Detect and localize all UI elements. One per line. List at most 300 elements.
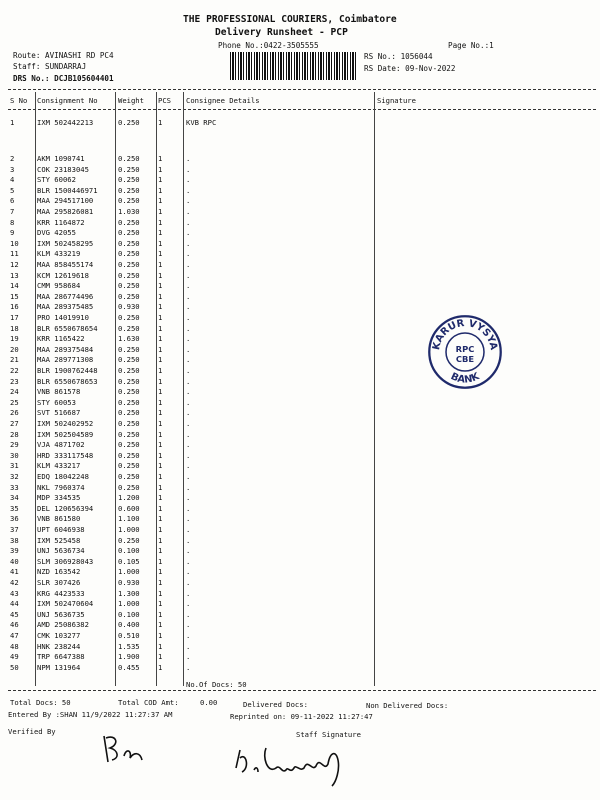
row-details: . <box>186 355 191 365</box>
row-consignment: IXM 525458 <box>37 535 81 545</box>
row-sno: 34 <box>10 493 19 503</box>
row-consignment: MAA 294517100 <box>37 196 94 206</box>
row-consignment: TRP 6647388 <box>37 652 85 662</box>
row-sno: 49 <box>10 652 19 662</box>
row-details: . <box>186 472 191 481</box>
page-number: Page No.:1 <box>448 41 494 50</box>
row-pcs: 1 <box>158 472 163 481</box>
row-consignment: BLR 6550678654 <box>37 323 98 333</box>
row-details: . <box>186 482 191 492</box>
row-details: . <box>186 175 191 185</box>
row-pcs: 1 <box>158 599 163 609</box>
document-title: Delivery Runsheet - PCP <box>215 27 348 38</box>
row-pcs: 1 <box>158 260 163 269</box>
row-details: . <box>186 514 191 524</box>
row-sno: 22 <box>10 366 19 375</box>
row-sno: 15 <box>10 291 19 301</box>
table-row <box>0 620 600 629</box>
row-details: . <box>186 556 191 566</box>
row-pcs: 1 <box>158 344 163 354</box>
row-weight: 0.400 <box>118 620 140 630</box>
row-sno: 8 <box>10 217 15 227</box>
row-pcs: 1 <box>158 503 163 513</box>
row-sno: 28 <box>10 429 19 439</box>
header-top-rule <box>8 89 596 90</box>
row-sno: 18 <box>10 323 19 333</box>
row-weight: 0.250 <box>118 164 140 174</box>
row-consignment: UPT 6046938 <box>37 525 85 534</box>
row-consignment: DEL 120656394 <box>37 503 94 513</box>
row-weight: 0.250 <box>118 291 140 301</box>
row-weight: 1.000 <box>118 525 140 534</box>
row-pcs: 1 <box>158 493 163 503</box>
row-sno: 9 <box>10 228 15 238</box>
row-pcs: 1 <box>158 556 163 566</box>
row-consignment: EDQ 18042248 <box>37 472 89 481</box>
total-cod-label: Total COD Amt: <box>118 698 179 707</box>
row-weight: 0.250 <box>118 196 140 206</box>
row-consignment: NKL 7960374 <box>37 482 85 492</box>
row-pcs: 1 <box>158 313 163 322</box>
row-sno: 41 <box>10 567 19 577</box>
row-details: . <box>186 429 191 439</box>
row-weight: 1.000 <box>118 599 140 609</box>
row-pcs: 1 <box>158 652 163 662</box>
row-sno: 43 <box>10 588 19 598</box>
row-details: . <box>186 228 191 238</box>
row-pcs: 1 <box>158 366 163 375</box>
row-consignment: KLM 433219 <box>37 249 81 259</box>
row-pcs: 1 <box>158 281 163 291</box>
row-consignment: KRR 1165422 <box>37 334 85 344</box>
row-pcs: 1 <box>158 185 163 195</box>
row-details: . <box>186 207 191 216</box>
row-pcs: 1 <box>158 461 163 471</box>
row-consignment: AMD 25086382 <box>37 620 89 630</box>
table-row <box>0 483 600 492</box>
row-weight: 0.250 <box>118 323 140 333</box>
row-details: . <box>186 185 191 195</box>
row-consignment: SLM 306928043 <box>37 556 94 566</box>
row-details: . <box>186 387 191 397</box>
row-sno: 46 <box>10 620 19 630</box>
row-weight: 0.250 <box>118 450 140 460</box>
row-sno: 13 <box>10 270 19 280</box>
column-header-details: Consignee Details <box>186 96 260 105</box>
row-pcs: 1 <box>158 164 163 174</box>
row-consignment: IXM 502470604 <box>37 599 94 609</box>
row-pcs: 1 <box>158 249 163 259</box>
total-docs: Total Docs: 50 <box>10 698 71 707</box>
column-header-sno: S No <box>10 96 28 105</box>
row-details: . <box>186 493 191 503</box>
row-consignment: MAA 286774496 <box>37 291 94 301</box>
row-weight: 0.250 <box>118 175 140 185</box>
row-consignment: IXM 502442213 <box>37 118 94 127</box>
row-sno: 45 <box>10 609 19 619</box>
row-sno: 24 <box>10 387 19 397</box>
table-row <box>0 408 600 417</box>
row-weight: 1.100 <box>118 514 140 524</box>
row-consignment: VNB 861580 <box>37 514 81 524</box>
row-consignment: SLR 307426 <box>37 578 81 587</box>
table-row <box>0 546 600 555</box>
table-row <box>0 292 600 301</box>
row-weight: 0.250 <box>118 313 140 322</box>
table-row <box>0 663 600 672</box>
rs-number: RS No.: 1056044 <box>364 52 433 61</box>
row-weight: 0.250 <box>118 118 140 127</box>
row-pcs: 1 <box>158 419 163 428</box>
row-pcs: 1 <box>158 408 163 418</box>
row-sno: 44 <box>10 599 19 609</box>
row-consignment: VJA 4871702 <box>37 440 85 450</box>
row-details: . <box>186 270 191 280</box>
svg-text:CBE: CBE <box>455 353 475 364</box>
row-consignment: IXM 502504589 <box>37 429 94 439</box>
row-weight: 0.250 <box>118 535 140 545</box>
table-row <box>0 578 600 587</box>
row-consignment: STY 60053 <box>37 397 76 407</box>
row-weight: 0.930 <box>118 302 140 312</box>
route-label: Route: AVINASHI RD PC4 <box>13 51 114 60</box>
row-pcs: 1 <box>158 118 163 127</box>
verifier-signature <box>98 732 148 772</box>
row-details: . <box>186 334 191 344</box>
row-pcs: 1 <box>158 662 163 672</box>
table-row <box>0 249 600 258</box>
row-pcs: 1 <box>158 397 163 407</box>
table-row <box>0 207 600 216</box>
row-consignment: COK 23183045 <box>37 164 89 174</box>
row-pcs: 1 <box>158 387 163 397</box>
row-consignment: NPM 131964 <box>37 662 81 672</box>
table-row <box>0 398 600 407</box>
delivered-docs: Delivered Docs: <box>243 700 308 709</box>
row-details: . <box>186 588 191 598</box>
row-consignment: UNJ 5636734 <box>37 546 85 556</box>
row-consignment: SVT 516687 <box>37 408 81 418</box>
row-details: . <box>186 525 191 534</box>
row-pcs: 1 <box>158 217 163 227</box>
table-row <box>0 345 600 354</box>
table-row <box>0 175 600 184</box>
row-weight: 1.630 <box>118 334 140 344</box>
row-consignment: NZD 163542 <box>37 567 81 577</box>
row-consignment: CMK 103277 <box>37 631 81 640</box>
row-consignment: PRO 14019910 <box>37 313 89 322</box>
row-details: . <box>186 461 191 471</box>
row-sno: 20 <box>10 344 19 354</box>
table-row <box>0 631 600 640</box>
row-pcs: 1 <box>158 302 163 312</box>
row-weight: 0.100 <box>118 546 140 556</box>
row-pcs: 1 <box>158 641 163 651</box>
row-weight: 0.250 <box>118 408 140 418</box>
row-sno: 40 <box>10 556 19 566</box>
row-details: . <box>186 408 191 418</box>
table-row <box>0 525 600 534</box>
row-details: . <box>186 238 191 248</box>
row-consignment: MAA 295826081 <box>37 207 94 216</box>
header-bottom-rule <box>8 109 596 110</box>
row-pcs: 1 <box>158 567 163 577</box>
row-consignment: IXM 502458295 <box>37 238 94 248</box>
row-pcs: 1 <box>158 429 163 439</box>
row-sno: 30 <box>10 450 19 460</box>
row-consignment: HRD 333117548 <box>37 450 94 460</box>
row-details: . <box>186 154 191 163</box>
row-weight: 0.250 <box>118 154 140 163</box>
row-consignment: AKM 1090741 <box>37 154 85 163</box>
row-weight: 1.000 <box>118 567 140 577</box>
row-pcs: 1 <box>158 535 163 545</box>
row-pcs: 1 <box>158 609 163 619</box>
row-weight: 0.510 <box>118 631 140 640</box>
row-pcs: 1 <box>158 376 163 386</box>
row-pcs: 1 <box>158 355 163 365</box>
row-sno: 35 <box>10 503 19 513</box>
row-details: . <box>186 217 191 227</box>
row-weight: 0.250 <box>118 228 140 238</box>
table-row <box>0 324 600 333</box>
row-weight: 0.250 <box>118 281 140 291</box>
row-pcs: 1 <box>158 323 163 333</box>
table-row <box>0 567 600 576</box>
row-details: . <box>186 164 191 174</box>
row-consignment: MAA 289771308 <box>37 355 94 365</box>
row-details: . <box>186 302 191 312</box>
row-pcs: 1 <box>158 238 163 248</box>
row-weight: 1.030 <box>118 207 140 216</box>
row-pcs: 1 <box>158 620 163 630</box>
verified-by-label: Verified By <box>8 727 56 736</box>
row-pcs: 1 <box>158 154 163 163</box>
table-row <box>0 472 600 481</box>
row-pcs: 1 <box>158 588 163 598</box>
row-weight: 0.250 <box>118 238 140 248</box>
table-row <box>0 260 600 269</box>
row-details: . <box>186 313 191 322</box>
row-details: . <box>186 196 191 206</box>
row-sno: 14 <box>10 281 19 291</box>
row-weight: 1.300 <box>118 588 140 598</box>
row-sno: 32 <box>10 472 19 481</box>
row-sno: 10 <box>10 238 19 248</box>
table-row <box>0 514 600 523</box>
table-bottom-rule <box>8 690 596 691</box>
table-row <box>0 302 600 311</box>
row-consignment: HNK 238244 <box>37 641 81 651</box>
row-details: . <box>186 662 191 672</box>
row-weight: 0.100 <box>118 609 140 619</box>
table-row <box>0 461 600 470</box>
row-details: . <box>186 376 191 386</box>
row-weight: 0.250 <box>118 366 140 375</box>
row-details: . <box>186 260 191 269</box>
row-consignment: MAA 289375485 <box>37 302 94 312</box>
row-weight: 0.250 <box>118 472 140 481</box>
row-sno: 4 <box>10 175 15 185</box>
row-consignment: MAA 289375484 <box>37 344 94 354</box>
table-row <box>0 118 600 127</box>
row-weight: 0.250 <box>118 217 140 227</box>
row-weight: 0.930 <box>118 578 140 587</box>
row-sno: 25 <box>10 397 19 407</box>
row-sno: 48 <box>10 641 19 651</box>
table-row <box>0 557 600 566</box>
table-row <box>0 419 600 428</box>
row-weight: 0.250 <box>118 461 140 471</box>
row-sno: 1 <box>10 118 15 127</box>
table-row <box>0 218 600 227</box>
row-weight: 0.250 <box>118 419 140 428</box>
row-sno: 11 <box>10 249 19 259</box>
row-sno: 37 <box>10 525 19 534</box>
table-row <box>0 186 600 195</box>
row-details: . <box>186 440 191 450</box>
row-details: . <box>186 281 191 291</box>
row-consignment: VNB 861578 <box>37 387 81 397</box>
column-header-weight: Weight <box>118 96 144 105</box>
row-pcs: 1 <box>158 334 163 344</box>
row-pcs: 1 <box>158 228 163 238</box>
no-of-docs: No.Of Docs: 50 <box>186 680 247 689</box>
reprinted-on: Reprinted on: 09-11-2022 11:27:47 <box>230 712 373 721</box>
row-sno: 7 <box>10 207 15 216</box>
row-sno: 2 <box>10 154 15 163</box>
row-weight: 0.250 <box>118 429 140 439</box>
row-consignment: BLR 6550678653 <box>37 376 98 386</box>
row-sno: 36 <box>10 514 19 524</box>
row-weight: 0.250 <box>118 376 140 386</box>
table-row <box>0 154 600 163</box>
column-header-consignment: Consignment No <box>37 96 98 105</box>
entered-by: Entered By :SHAN 11/9/2022 11:27:37 AM <box>8 710 173 719</box>
company-name: THE PROFESSIONAL COURIERS, Coimbatore <box>183 14 397 25</box>
row-sno: 47 <box>10 631 19 640</box>
row-pcs: 1 <box>158 207 163 216</box>
table-row <box>0 440 600 449</box>
row-sno: 12 <box>10 260 19 269</box>
row-sno: 29 <box>10 440 19 450</box>
row-consignment: KRG 4423533 <box>37 588 85 598</box>
row-pcs: 1 <box>158 631 163 640</box>
table-row <box>0 377 600 386</box>
row-details: . <box>186 546 191 556</box>
table-row <box>0 430 600 439</box>
row-pcs: 1 <box>158 270 163 280</box>
row-sno: 26 <box>10 408 19 418</box>
row-consignment: MDP 334535 <box>37 493 81 503</box>
row-weight: 1.535 <box>118 641 140 651</box>
row-details: . <box>186 291 191 301</box>
svg-text:BANK: BANK <box>448 371 482 386</box>
row-sno: 27 <box>10 419 19 428</box>
row-details: . <box>186 599 191 609</box>
table-row <box>0 642 600 651</box>
row-sno: 39 <box>10 546 19 556</box>
row-weight: 0.250 <box>118 482 140 492</box>
row-details: . <box>186 609 191 619</box>
row-weight: 0.455 <box>118 662 140 672</box>
row-pcs: 1 <box>158 546 163 556</box>
table-row <box>0 228 600 237</box>
column-header-signature: Signature <box>377 96 416 105</box>
row-weight: 0.600 <box>118 503 140 513</box>
row-details: . <box>186 631 191 640</box>
phone-number: Phone No.:0422-3505555 <box>218 41 319 50</box>
row-consignment: IXM 502402952 <box>37 419 94 428</box>
row-sno: 50 <box>10 662 19 672</box>
row-details: . <box>186 620 191 630</box>
row-pcs: 1 <box>158 514 163 524</box>
row-pcs: 1 <box>158 482 163 492</box>
table-row <box>0 196 600 205</box>
table-row <box>0 239 600 248</box>
row-pcs: 1 <box>158 291 163 301</box>
row-pcs: 1 <box>158 175 163 185</box>
row-details: . <box>186 641 191 651</box>
row-details: . <box>186 419 191 428</box>
table-row <box>0 493 600 502</box>
row-consignment: STY 60062 <box>37 175 76 185</box>
table-row <box>0 652 600 661</box>
row-sno: 33 <box>10 482 19 492</box>
staff-signature <box>232 738 372 788</box>
drs-number: DRS No.: DCJB105604401 <box>13 74 114 83</box>
row-details: . <box>186 323 191 333</box>
table-row <box>0 271 600 280</box>
row-weight: 0.250 <box>118 260 140 269</box>
row-weight: 0.250 <box>118 249 140 259</box>
row-details: . <box>186 397 191 407</box>
row-weight: 0.250 <box>118 397 140 407</box>
table-row <box>0 387 600 396</box>
row-details: . <box>186 366 191 375</box>
row-sno: 6 <box>10 196 15 206</box>
table-row <box>0 366 600 375</box>
row-weight: 0.250 <box>118 270 140 280</box>
svg-text:RPC: RPC <box>455 344 475 354</box>
row-details: . <box>186 567 191 577</box>
row-consignment: DVG 42055 <box>37 228 76 238</box>
row-consignment: MAA 858455174 <box>37 260 94 269</box>
table-row <box>0 334 600 343</box>
row-sno: 21 <box>10 355 19 365</box>
row-sno: 23 <box>10 376 19 386</box>
bank-stamp-seal <box>427 314 503 390</box>
table-row <box>0 281 600 290</box>
row-weight: 1.200 <box>118 493 140 503</box>
row-details: . <box>186 450 191 460</box>
row-weight: 0.250 <box>118 387 140 397</box>
barcode <box>230 52 358 80</box>
row-pcs: 1 <box>158 578 163 587</box>
row-weight: 0.250 <box>118 185 140 195</box>
table-row <box>0 355 600 364</box>
row-weight: 0.250 <box>118 344 140 354</box>
row-sno: 17 <box>10 313 19 322</box>
row-consignment: UNJ 5636735 <box>37 609 85 619</box>
row-weight: 0.250 <box>118 355 140 365</box>
row-sno: 31 <box>10 461 19 471</box>
row-details: KVB RPC <box>186 118 217 127</box>
row-consignment: BLR 1500446971 <box>37 185 98 195</box>
row-consignment: BLR 1900762448 <box>37 366 98 375</box>
row-consignment: KCM 12619618 <box>37 270 89 280</box>
row-details: . <box>186 344 191 354</box>
